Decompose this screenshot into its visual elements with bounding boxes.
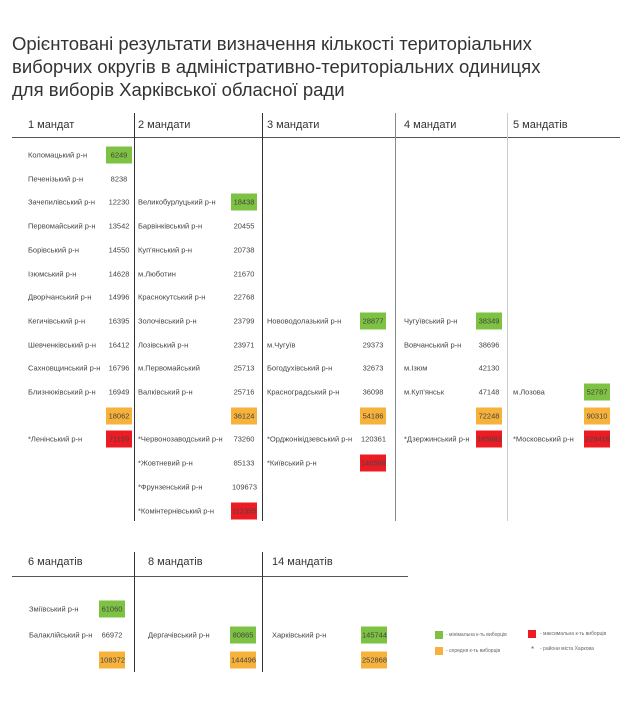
district-name: м.Люботин	[138, 269, 176, 278]
column-header: 14 мандатів	[272, 556, 333, 568]
district-name: Балаклійський р-н	[29, 630, 93, 639]
voters-value: 8238	[110, 174, 128, 184]
voters-value-green: 18438	[231, 194, 257, 211]
district-name: Коломацький р-н	[28, 150, 88, 160]
column-header: 4 мандати	[404, 119, 457, 131]
district-name: Зачепилівський р-н	[28, 197, 96, 207]
district-name: *Орджонікідзевський р-н	[267, 434, 353, 444]
district-name: *Фрунзенський р-н	[138, 482, 203, 492]
legend-star-label: - райони міста Харкова	[540, 646, 594, 652]
voters-value: 120361	[361, 434, 387, 444]
voters-value: 23971	[233, 340, 255, 350]
voters-value: 14550	[108, 245, 130, 255]
voters-value-orange: 72248	[476, 407, 502, 424]
voters-value-orange: 36124	[231, 407, 257, 424]
voters-value: 14996	[108, 292, 130, 302]
voters-value-green: 145744	[361, 626, 387, 643]
column-header: 5 мандатів	[513, 119, 568, 131]
voters-value: 47148	[478, 387, 500, 397]
district-name: *Ленінський р-н	[28, 434, 83, 444]
voters-value: 16412	[108, 340, 130, 350]
legend-star-symbol: *	[531, 645, 535, 654]
voters-value: 23799	[233, 316, 255, 326]
column-divider	[395, 113, 396, 521]
district-name: м.Чугуїв	[267, 340, 296, 350]
bottom-header-divider	[12, 576, 408, 577]
column-divider	[134, 113, 135, 521]
voters-value-green: 38349	[476, 312, 502, 329]
voters-value: 13542	[108, 221, 130, 231]
voters-value: 12230	[108, 197, 130, 207]
district-name: м.Ізюм	[404, 363, 428, 373]
voters-value-orange: 90310	[584, 407, 610, 424]
voters-value-green: 52787	[584, 384, 610, 401]
voters-value: 38696	[478, 340, 500, 350]
voters-value: 36098	[362, 387, 384, 397]
voters-value-orange: 108372	[99, 652, 125, 669]
column-divider	[262, 113, 263, 521]
district-name: Близнюківський р-н	[28, 387, 96, 397]
district-name: Богодухівський р-н	[267, 363, 333, 373]
column-header: 2 мандати	[138, 119, 191, 131]
voters-value: 73260	[233, 434, 255, 444]
district-name: Харківський р-н	[272, 630, 327, 639]
district-name: *Московський р-н	[513, 434, 574, 444]
column-divider	[134, 552, 135, 672]
district-name: Печенізький р-н	[28, 174, 84, 184]
district-name: Краснокутський р-н	[138, 292, 206, 302]
district-name: Нововодолазький р-н	[267, 316, 342, 326]
district-name: Барвінківський р-н	[138, 221, 203, 231]
district-name: Ізюмський р-н	[28, 269, 77, 278]
voters-value-green: 61060	[99, 601, 125, 618]
voters-value-red: 228418	[584, 431, 610, 448]
district-name: Сахновщинський р-н	[28, 363, 101, 373]
voters-value-red: 71159	[106, 431, 132, 448]
district-name: *Жовтневий р-н	[138, 458, 193, 468]
district-name: м.Лозова	[513, 387, 545, 397]
voters-value-orange: 252868	[361, 652, 387, 669]
legend-green-swatch	[435, 631, 443, 639]
voters-value-red: 146568	[360, 455, 386, 472]
district-name: Кегичівський р-н	[28, 316, 86, 326]
district-name: Чугуївський р-н	[404, 316, 458, 326]
title-line: для виборів Харківської обласної ради	[12, 79, 345, 100]
voters-value-red: 112355	[231, 502, 257, 519]
voters-value-green: 80865	[230, 626, 256, 643]
voters-value-orange: 54186	[360, 407, 386, 424]
district-name: Дергачівський р-н	[148, 630, 210, 639]
top-header-divider	[12, 137, 620, 138]
voters-value: 20455	[233, 221, 255, 231]
district-name: *Комінтернівський р-н	[138, 506, 215, 515]
voters-value: 22768	[233, 292, 255, 302]
district-name: Дворічанський р-н	[28, 292, 92, 302]
district-name: *Київський р-н	[267, 458, 317, 468]
voters-value: 29373	[362, 340, 384, 350]
legend-orange-swatch	[435, 647, 443, 655]
district-name: Великобурлуцький р-н	[138, 197, 216, 207]
district-name: Первомайський р-н	[28, 221, 96, 231]
district-name: м.Куп'янськ	[404, 387, 444, 397]
voters-value: 85133	[233, 458, 255, 468]
voters-value: 25713	[233, 363, 255, 373]
voters-value: 16796	[108, 363, 130, 373]
district-name: Шевченківський р-н	[28, 340, 96, 350]
district-name: Вовчанський р-н	[404, 340, 462, 350]
legend-avg-label: - середня к-ть виборців	[446, 648, 501, 654]
district-name: *Дзержинський р-н	[404, 434, 470, 444]
column-divider	[262, 552, 263, 672]
page-title	[12, 32, 612, 101]
voters-value: 20738	[233, 245, 255, 255]
title-line: виборчих округів в адміністративно-територіальних одиницях	[12, 56, 541, 77]
district-name: Лозівський р-н	[138, 340, 189, 350]
legend-red-swatch	[528, 630, 536, 638]
column-header: 8 мандатів	[148, 556, 203, 568]
voters-value: 32673	[362, 363, 384, 373]
title-line: Орієнтовані результати визначення кількості територіальних	[12, 33, 532, 54]
voters-value-orange: 18062	[106, 407, 132, 424]
district-name: Валківський р-н	[138, 387, 193, 397]
voters-value: 14628	[108, 269, 130, 278]
district-name: *Червонозаводський р-н	[138, 434, 223, 444]
district-name: Красноградський р-н	[267, 387, 340, 397]
district-name: Золочівський р-н	[138, 316, 197, 326]
voters-value: 16395	[108, 316, 130, 326]
column-header: 3 мандати	[267, 119, 320, 131]
voters-value-red: 165682	[476, 431, 502, 448]
column-header: 6 мандатів	[28, 556, 83, 568]
voters-value: 42130	[478, 363, 500, 373]
column-header: 1 мандат	[28, 119, 75, 131]
voters-value: 21670	[233, 269, 255, 278]
district-name: м.Первомайський	[138, 363, 200, 373]
legend-max-label: - максимальна к-ть виборців	[540, 631, 607, 637]
voters-value-green: 28877	[360, 312, 386, 329]
column-divider	[507, 113, 508, 521]
voters-value: 66972	[101, 630, 123, 639]
voters-value-green: 6249	[106, 147, 132, 164]
legend-min-label: - мінімальна к-ть виборців	[446, 632, 507, 638]
district-name: Куп'янський р-н	[138, 245, 193, 255]
district-name: Борівський р-н	[28, 245, 80, 255]
voters-value: 16949	[108, 387, 130, 397]
voters-value: 109673	[232, 482, 258, 492]
voters-value-orange: 144496	[230, 652, 256, 669]
voters-value: 25716	[233, 387, 255, 397]
district-name: Зміївський р-н	[29, 604, 79, 614]
